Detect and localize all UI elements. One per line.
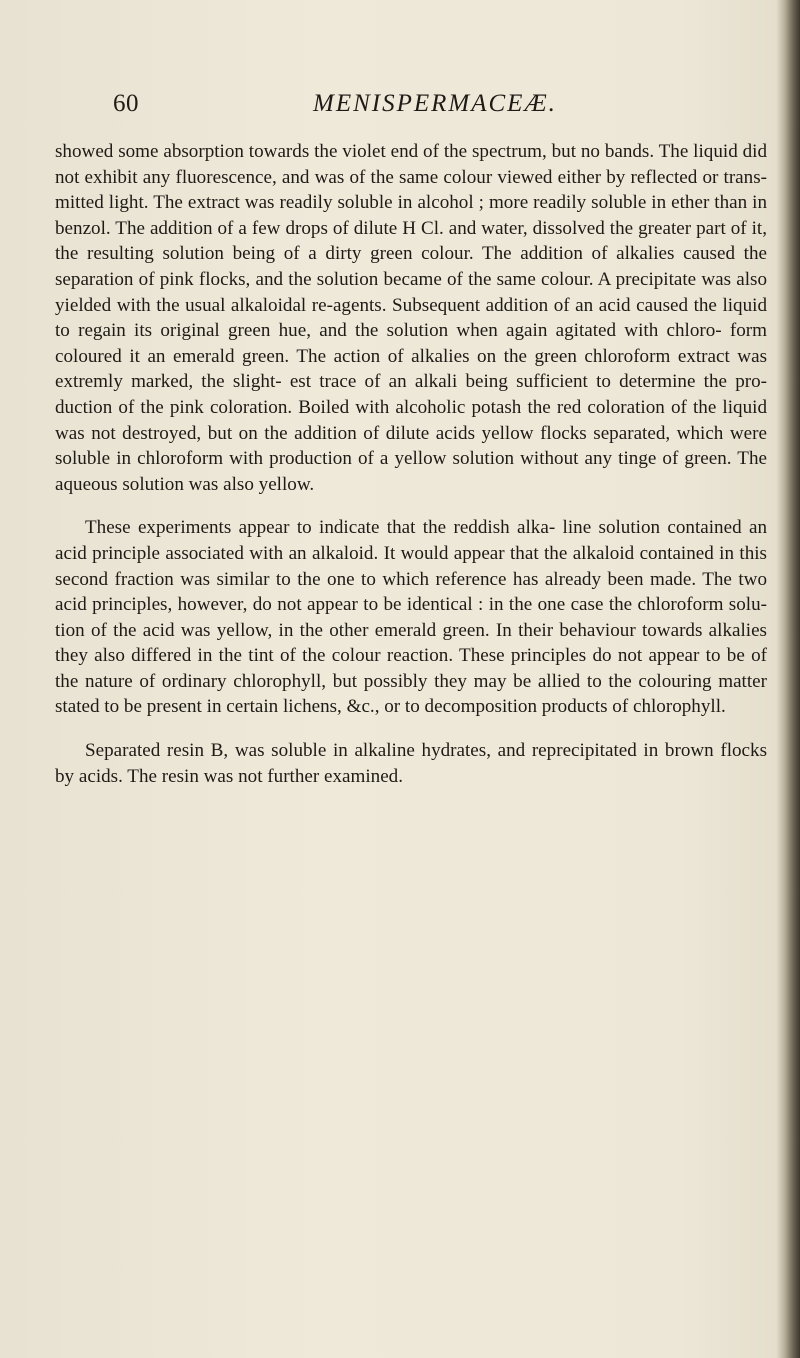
paragraph-spectrum-observations: showed some absorption towards the violet end of the spectrum, but no bands. The liquid did not exhibit any fluorescence, and was of the same colour viewed either by reflected or trans- mitted light. The extract was readily soluble in alcohol ; more readily soluble in ether than in benzol. The addition of a few drops of dilute H Cl. and water, dissolved the greater part of it, the resulting solution being of a dirty green colour. The addition of alkalies caused the separation of pink flocks, and the solution became of the same colour. A precipitate was also yielded with the usual alkaloidal re-agents. Subsequent addition of an acid caused the liquid to regain its original green hue, and the solution when again agitated with chloro- form coloured it an emerald green. The action of alkalies on the green chloroform extract was extremly marked, the slight- est trace of an alkali being sufficient to determine the pro- duction of the pink coloration. Boiled with alcoholic potash the red coloration of the liquid was not destroyed, but on the addition of dilute acids yellow flocks separated, which were soluble in chloroform with production of a yellow solution without any tinge of green. The aqueous solution was also yellow. bbox=[55, 141, 767, 495]
running-title: MENISPERMACEÆ. bbox=[313, 90, 557, 117]
paragraph-gap bbox=[55, 497, 767, 515]
paragraph-gap bbox=[55, 720, 767, 738]
paragraph-resin-b: Separated resin B, was soluble in alkaline hydrates, and reprecipitated in brown flocks by acids. The resin was not further examined. bbox=[55, 740, 767, 787]
paragraph-experiment-conclusions: These experiments appear to indicate that the reddish alka- line solution contained an acid principle associated with an alkaloid. It would appear that the alkaloid contained in this second fraction was similar to the one to which reference has already been made. The two acid principles, however, do not appear to be identical : in the one case the chloroform solu- tion of the acid was yellow, in the other emerald green. In their behaviour towards alkalies they also differed in the tint of the colour reaction. These principles do not appear to be of the nature of ordinary chlorophyll, but possibly they may be allied to the colouring matter stated to be present in certain lichens, &c., or to decomposition products of chlorophyll. bbox=[55, 517, 767, 718]
body-text bbox=[55, 139, 767, 789]
page-number: 60 bbox=[113, 90, 139, 117]
page-gutter-shadow bbox=[776, 0, 800, 1358]
page-header bbox=[113, 90, 753, 122]
